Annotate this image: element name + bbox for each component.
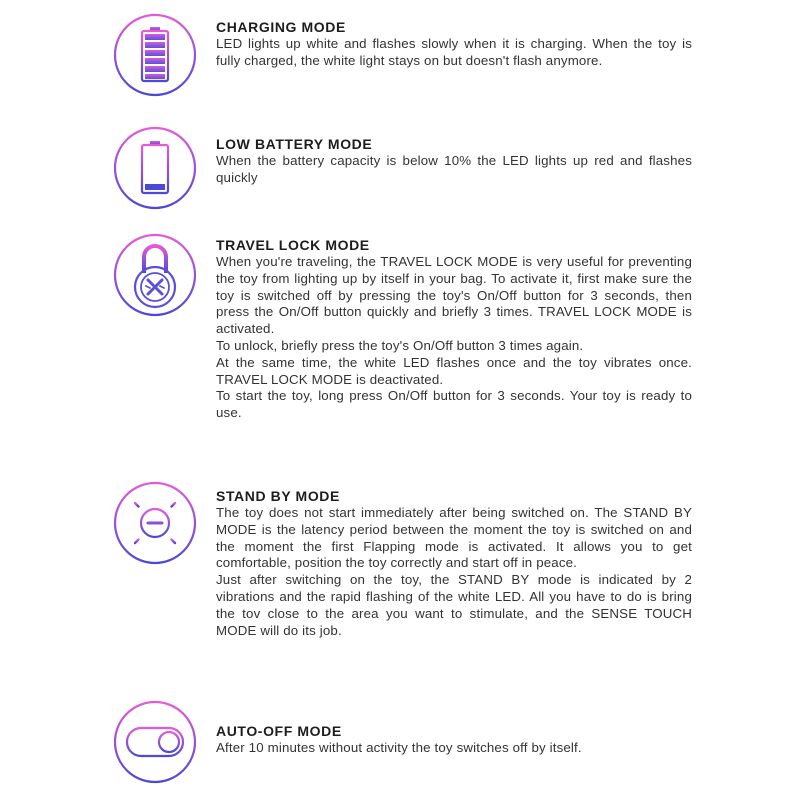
section-description (216, 36, 692, 70)
paragraph: To unlock, briefly press the toy's On/Off button 3 times again. (216, 337, 584, 353)
section-description (216, 254, 692, 422)
section-description (216, 740, 692, 757)
paragraph: The toy does not start immediately after being switched on. The STAND BY MODE is the latency period between the moment the toy is switched on and the moment the first Flapping mode is activated. It allows you to get comfortable, position the toy correctly and start off in peace. (216, 505, 692, 571)
paragraph: LED lights up white and flashes slowly when it is charging. When the toy is fully charged, the white light stays on but doesn't flash anymore. (216, 36, 692, 68)
section-title: LOW BATTERY MODE (216, 136, 373, 152)
battery-full-icon (113, 13, 197, 97)
section-description (216, 505, 692, 639)
section-title: AUTO-OFF MODE (216, 723, 342, 739)
paragraph: Just after switching on the toy, the STAND BY mode is indicated by 2 vibrations and the rapid flashing of the white LED. All you have to do is bring the tov close to the area you want to stimulate, and the SENSE TOUCH MODE will do its job. (216, 572, 692, 638)
standby-sun-icon (113, 481, 197, 565)
toggle-off-icon (113, 700, 197, 784)
padlock-airplane-icon (113, 233, 197, 317)
paragraph: To start the toy, long press On/Off button for 3 seconds. Your toy is ready to use. (216, 388, 692, 421)
paragraph: When you're traveling, the TRAVEL LOCK MODE is very useful for preventing the toy from lighting up by itself in your bag. To activate it, first make sure the toy is switched off by pressing the toy's On/Off button for 3 seconds, then press the On/Off button quickly and briefly 3 times. TRAVEL LOCK MODE is activated. (216, 254, 692, 337)
battery-low-icon (113, 126, 197, 210)
paragraph: After 10 minutes without activity the toy switches off by itself. (216, 740, 582, 755)
section-title: CHARGING MODE (216, 19, 346, 35)
paragraph: At the same time, the white LED flashes once and the toy vibrates once. TRAVEL LOCK MODE is deactivated. (216, 354, 692, 387)
section-title: TRAVEL LOCK MODE (216, 237, 370, 253)
section-title: STAND BY MODE (216, 488, 340, 504)
paragraph: When the battery capacity is below 10% the LED lights up red and flashes quickly (216, 153, 692, 185)
section-description (216, 153, 692, 187)
